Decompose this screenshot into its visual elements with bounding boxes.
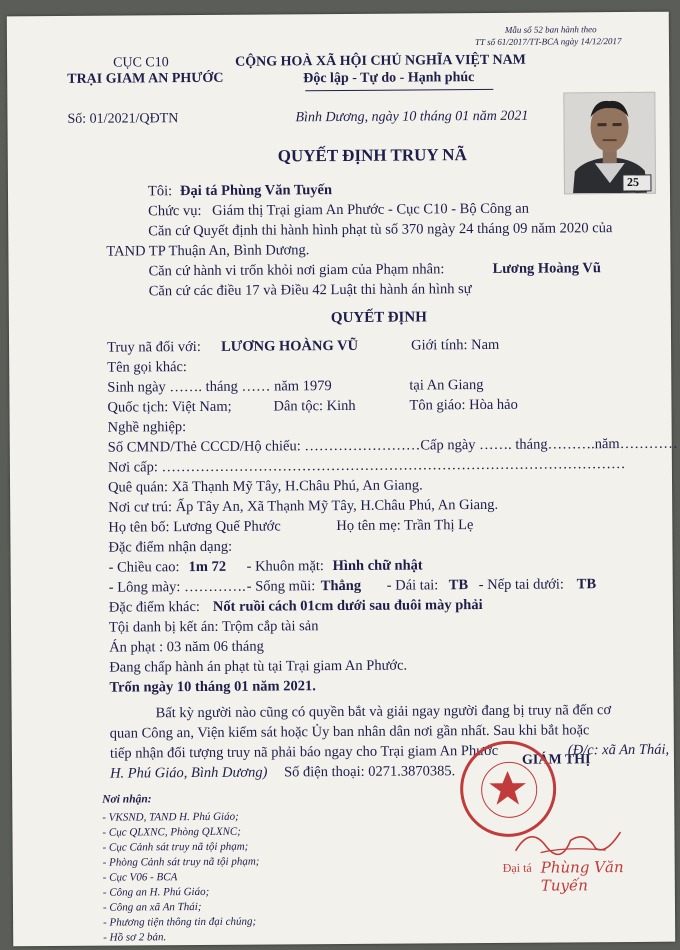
earfold-label: - Nếp tai dưới: [478, 576, 564, 594]
notice-line-3: tiếp nhận đối tượng truy nã phải báo ngay cho Trại giam An Phước [109, 742, 499, 762]
id-place: Nơi cấp: …………………………………………………………………………………… [107, 456, 626, 476]
signer-name: Phùng Văn Tuyến [540, 858, 624, 895]
ethnicity: Dân tộc: Kinh [273, 397, 356, 415]
document-title: QUYẾT ĐỊNH TRUY NÃ [277, 145, 467, 166]
nose-label: - Sống mũi: [246, 578, 316, 595]
sentence: Án phạt : 03 năm 06 tháng [109, 638, 264, 656]
features-label: Đặc điểm nhận dạng: [108, 538, 233, 556]
ground-2-name: Lương Hoàng Vũ [492, 260, 601, 277]
birth: Sinh ngày ……. tháng …… năm 1979 [107, 378, 332, 396]
residence: Nơi cư trú: Ấp Tây An, Xã Thạnh Mỹ Tây, H.Châu Phú, An Giang. [108, 496, 499, 516]
wanted-label: Truy nã đối với: [107, 338, 201, 356]
recipient-item: - Phòng Cảnh sát truy nã tội phạm; [102, 855, 260, 869]
nation-title: CỘNG HOÀ XÃ HỘI CHỦ NGHĨA VIỆT NAM [235, 52, 526, 70]
birth-place: tại An Giang [409, 377, 484, 394]
alias: Tên gọi khác: [107, 359, 188, 376]
motto-underline [305, 89, 493, 91]
recipients-label: Nơi nhận: [102, 793, 152, 806]
occupation: Nghề nghiệp: [107, 419, 187, 436]
document-page [7, 12, 678, 947]
position-label: Chức vụ: [148, 202, 202, 220]
signer-rank: Đại tá [502, 860, 532, 875]
nation-motto: Độc lập - Tự do - Hạnh phúc [303, 70, 475, 87]
recipient-item: - Công an H. Phú Giáo; [102, 885, 210, 899]
earfold-value: TB [576, 576, 597, 593]
handwritten-signature [510, 820, 630, 861]
escape-date: Trốn ngày 10 tháng 01 năm 2021. [109, 678, 316, 696]
father: Họ tên bố: Lương Quế Phước [108, 518, 281, 536]
mother: Họ tên mẹ: Trần Thị Lẹ [336, 517, 474, 535]
id-card: Số CMND/Thẻ CCCD/Hộ chiếu: ……………………Cấp ngày ……. tháng……….năm………… [107, 435, 678, 456]
recipient-item: - Phương tiện thông tin đại chúng; [103, 915, 257, 929]
notice-address-2: H. Phú Giáo, Bình Dương) [109, 764, 268, 782]
height-label: - Chiều cao: [108, 559, 180, 576]
crime: Tội danh bị kết án: Trộm cắp tài sản [108, 618, 319, 636]
hometown: Quê quán: Xã Thạnh Mỹ Tây, H.Châu Phú, An Giang. [107, 477, 423, 496]
ground-2-label: Căn cứ hành vi trốn khỏi nơi giam của Phạm nhân: [148, 261, 445, 280]
nationality: Quốc tịch: Việt Nam; [107, 398, 232, 416]
ground-1b: TAND TP Thuận An, Bình Dương. [106, 242, 310, 260]
issuer-name: Đại tá Phùng Văn Tuyến [179, 182, 333, 200]
notice-phone: Số điện thoại: 0271.3870385. [283, 763, 456, 781]
special-label: Đặc điểm khác: [108, 598, 200, 616]
face-label: - Khuôn mặt: [246, 558, 324, 575]
form-ref-line2: TT số 61/2017/TT-BCA ngày 14/12/2017 [474, 36, 622, 48]
recipient-item: - Cục Cảnh sát truy nã tội phạm; [102, 840, 249, 854]
notice-address-1: (Đ/c: xã An Thái, [567, 741, 670, 759]
recipient-item: - VKSND, TAND H. Phú Giáo; [102, 810, 239, 824]
form-ref-line1: Mẫu số 52 ban hành theo [504, 24, 597, 35]
issuer-label: Tôi: [147, 183, 173, 200]
recipient-item: - Cục QLXNC, Phòng QLXNC; [102, 825, 241, 839]
special-value: Nốt ruồi cách 01cm dưới sau đuôi mày phải [212, 597, 483, 615]
decision-heading: QUYẾT ĐỊNH [330, 309, 427, 327]
ear-value: TB [448, 577, 469, 594]
face-value: Hình chữ nhật [332, 557, 423, 575]
suspect-photo [563, 92, 656, 195]
ground-1a: Căn cứ Quyết định thi hành hình phạt tù số 370 ngày 24 tháng 09 năm 2020 của [148, 220, 613, 240]
wanted-name: LƯƠNG HOÀNG VŨ [221, 337, 359, 355]
recipient-item: - Hồ sơ 2 bản. [103, 931, 167, 944]
recipient-item: - Cục V06 - BCA [102, 871, 178, 884]
recipient-item: - Công an xã An Thái; [102, 900, 202, 914]
nose-value: Thẳng [320, 577, 362, 595]
place-date: Bình Dương, ngày 10 tháng 01 năm 2021 [295, 108, 529, 126]
notice-line-2: quan Công an, Viện kiểm sát hoặc Ủy ban nhân dân nơi gần nhất. Sau khi bắt hoặc [109, 722, 590, 742]
agency-parent: CỤC C10 [113, 55, 169, 71]
agency-name: TRẠI GIAM AN PHƯỚC [67, 70, 224, 87]
religion: Tôn giáo: Hòa hảo [409, 396, 518, 414]
gender: Giới tính: Nam [411, 336, 500, 354]
serving: Đang chấp hành án phạt tù tại Trại giam An Phước. [109, 657, 408, 676]
height-value: 1m 72 [188, 558, 227, 576]
signer-role: GIÁM THỊ [521, 752, 591, 768]
seal-star-icon [481, 762, 537, 818]
notice-line-1: Bất kỳ người nào cũng có quyền bắt và giải ngay người đang bị truy nã đến cơ [155, 702, 612, 722]
doc-number: Số: 01/2021/QĐTN [67, 111, 179, 127]
ear-label: - Dái tai: [386, 577, 439, 594]
brow-label: - Lông mày: …………. [108, 578, 246, 596]
issuer-position: Giám thị Trại giam An Phước - Cục C10 - Bộ Công an [212, 200, 529, 219]
ground-3: Căn cứ các điều 17 và Điều 42 Luật thi hành án hình sự [148, 281, 472, 300]
photo-number: 25 [626, 174, 639, 189]
